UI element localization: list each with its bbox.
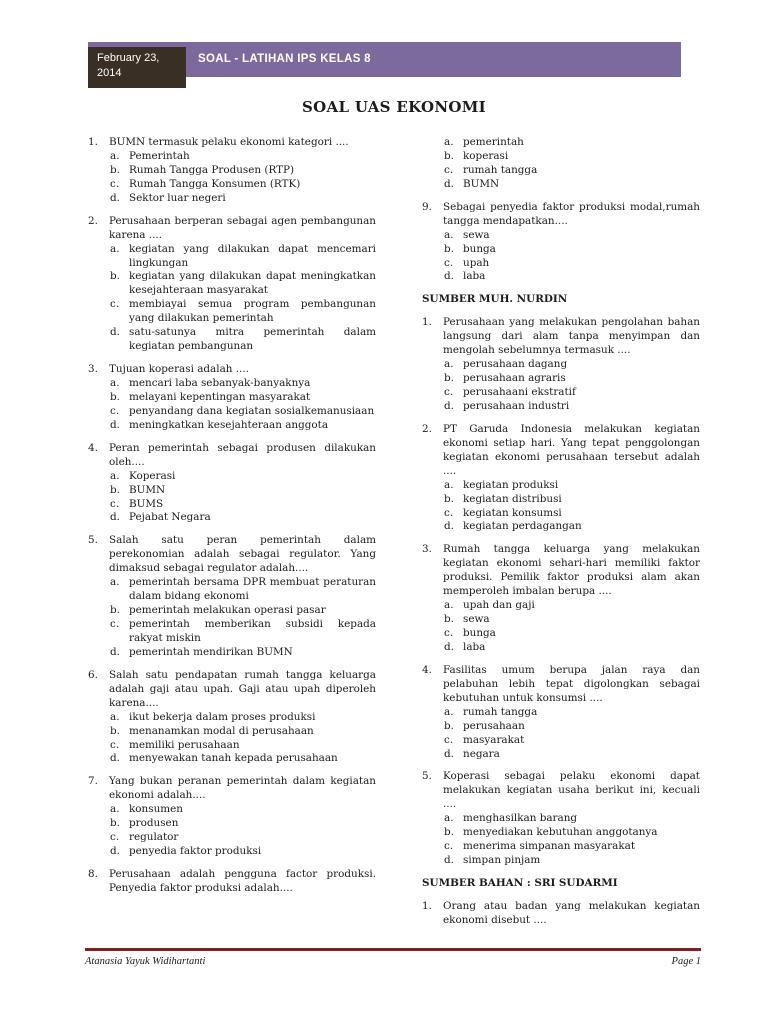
answer-option	[444, 706, 700, 720]
option-text: melayani kepentingan masyarakat	[129, 390, 311, 403]
question-number: 2.	[422, 422, 432, 435]
option-text: pemerintah mendirikan BUMN	[129, 645, 293, 658]
answer-option	[444, 372, 700, 386]
option-text: perusahaani ekstratif	[463, 386, 576, 398]
option-letter: a.	[110, 242, 120, 255]
option-letter: c.	[444, 163, 454, 176]
option-text: perusahaan agraris	[463, 372, 566, 385]
question-columns	[88, 136, 700, 937]
answer-option	[444, 748, 700, 762]
answer-option	[444, 854, 700, 868]
option-letter: d.	[110, 191, 120, 204]
header-bar-title: SOAL - LATIHAN IPS KELAS 8	[198, 52, 371, 65]
option-text: rumah tangga	[463, 705, 538, 718]
question-number: 4.	[88, 441, 98, 454]
left-column	[88, 136, 376, 937]
question-block	[88, 775, 376, 859]
option-letter: c.	[444, 506, 454, 519]
right-column	[422, 136, 700, 937]
option-letter: c.	[110, 618, 120, 630]
answer-option	[110, 298, 376, 326]
option-text: Pemerintah	[129, 149, 190, 162]
question-block	[422, 543, 700, 655]
question-line	[422, 664, 700, 706]
option-text: pemerintah melakukan operasi pasar	[129, 604, 326, 617]
answer-option	[110, 192, 376, 206]
answer-option	[110, 604, 376, 618]
option-letter: c.	[444, 627, 454, 639]
question-block	[422, 201, 700, 285]
question-block	[88, 136, 376, 206]
answer-option	[110, 498, 376, 512]
section-heading: SUMBER BAHAN : SRI SUDARMI	[422, 877, 618, 889]
question-line	[422, 423, 700, 479]
answer-option	[110, 243, 376, 271]
answer-option	[444, 400, 700, 414]
option-letter: b.	[110, 483, 120, 496]
question-number: 8.	[88, 868, 98, 880]
option-text: sewa	[463, 613, 490, 626]
option-text: konsumen	[129, 803, 183, 816]
option-letter: a.	[110, 576, 120, 589]
option-text: Pejabat Negara	[129, 511, 211, 524]
answer-option	[110, 270, 376, 298]
option-letter: b.	[110, 163, 120, 176]
option-letter: a.	[444, 136, 454, 148]
answer-option	[110, 711, 376, 725]
option-text: bunga	[463, 627, 496, 639]
question-line	[88, 868, 376, 896]
answer-option	[110, 576, 376, 604]
question-line	[88, 442, 376, 470]
option-letter: a.	[444, 599, 454, 612]
option-text: kegiatan perdagangan	[463, 520, 582, 533]
question-number: 6.	[88, 668, 98, 681]
question-text: BUMN termasuk pelaku ekonomi kategori ....	[109, 136, 349, 148]
answer-option	[110, 470, 376, 484]
question-block	[88, 215, 376, 354]
question-number: 1.	[88, 136, 98, 148]
option-text: rumah tangga	[463, 163, 538, 176]
answer-option	[444, 840, 700, 854]
question-block	[88, 442, 376, 526]
question-number: 5.	[88, 534, 98, 547]
question-block	[422, 900, 700, 928]
option-text: memiliki perusahaan	[129, 738, 240, 751]
option-text: kegiatan konsumsi	[463, 506, 562, 519]
option-letter: d.	[110, 326, 120, 339]
answer-option	[444, 243, 700, 257]
option-text: kegiatan produksi	[463, 478, 559, 491]
date-line-2: 2014	[97, 66, 122, 79]
option-text: menerima simpanan masyarakat	[463, 840, 635, 853]
option-text: BUMN	[463, 177, 500, 190]
answer-option	[444, 150, 700, 164]
answer-option	[444, 812, 700, 826]
answer-option	[444, 599, 700, 613]
answer-option	[444, 627, 700, 641]
question-number: 2.	[88, 214, 98, 227]
answer-option	[110, 831, 376, 845]
question-number: 7.	[88, 775, 98, 788]
answer-option	[110, 377, 376, 391]
option-letter: d.	[110, 511, 120, 524]
option-letter: a.	[110, 149, 120, 162]
answer-option	[444, 520, 700, 534]
question-block	[422, 316, 700, 414]
option-letter: d.	[444, 747, 454, 760]
option-letter: d.	[444, 270, 454, 283]
answer-option	[444, 613, 700, 627]
question-text: Tujuan koperasi adalah ....	[109, 363, 249, 376]
option-letter: b.	[444, 492, 454, 505]
option-letter: b.	[110, 390, 120, 403]
question-block	[88, 363, 376, 433]
question-line	[88, 534, 376, 576]
option-letter: c.	[444, 256, 454, 269]
answer-option	[444, 136, 700, 150]
option-letter: d.	[444, 854, 454, 867]
question-number: 5.	[422, 770, 432, 783]
option-letter: d.	[110, 418, 120, 431]
answer-option	[110, 484, 376, 498]
answer-option	[444, 270, 700, 284]
answer-option	[110, 391, 376, 405]
option-text: bunga	[463, 242, 496, 255]
option-letter: c.	[110, 177, 120, 190]
option-letter: a.	[110, 469, 120, 482]
option-text: mencari laba sebanyak-banyaknya	[129, 377, 311, 389]
answer-option	[110, 419, 376, 433]
document-footer	[85, 948, 701, 969]
answer-option	[110, 739, 376, 753]
answer-option	[110, 618, 376, 646]
option-text: ikut bekerja dalam proses produksi	[129, 710, 316, 723]
answer-option	[444, 826, 700, 840]
option-text: satu-satunya mitra pemerintah dalam kegiatan pembangunan	[129, 326, 376, 353]
option-letter: a.	[444, 478, 454, 491]
option-letter: d.	[110, 645, 120, 658]
question-number: 4.	[422, 663, 432, 676]
option-text: kegiatan distribusi	[463, 492, 562, 505]
option-text: produsen	[129, 817, 179, 830]
option-letter: d.	[444, 520, 454, 533]
option-text: Koperasi	[129, 469, 176, 482]
option-letter: a.	[444, 228, 454, 241]
question-number: 1.	[422, 316, 432, 329]
question-line	[88, 136, 376, 150]
option-text: kegiatan yang dilakukan dapat meningkatkan kesejahteraan masyarakat	[129, 270, 376, 297]
option-letter: a.	[444, 705, 454, 718]
question-line	[422, 900, 700, 928]
option-letter: c.	[110, 831, 120, 844]
option-text: menghasilkan barang	[463, 812, 578, 825]
answer-option	[444, 229, 700, 243]
question-number: 1.	[422, 899, 432, 912]
option-text: pemerintah memberikan subsidi kepada rakyat miskin	[129, 618, 376, 644]
option-text: BUMS	[129, 497, 164, 510]
option-letter: b.	[444, 242, 454, 255]
option-letter: b.	[444, 372, 454, 385]
answer-option	[110, 817, 376, 831]
option-text: pemerintah bersama DPR membuat peraturan dalam bidang ekonomi	[129, 576, 376, 603]
option-letter: b.	[444, 719, 454, 732]
option-text: penyandang dana kegiatan sosialkemanusiaan	[129, 404, 375, 417]
date-box	[88, 47, 186, 88]
question-text: Rumah tangga keluarga yang melakukan kegiatan ekonomi sehari-hari memiliki faktor produksi. Pemilik faktor produksi alam akan memperoleh imbalan berupa ....	[443, 543, 700, 598]
page-title: SOAL UAS EKONOMI	[302, 98, 486, 116]
option-letter: a.	[444, 812, 454, 825]
option-text: BUMN	[129, 483, 166, 496]
options-continuation	[422, 136, 700, 192]
option-letter: b.	[110, 817, 120, 830]
option-text: simpan pinjam	[463, 854, 541, 867]
answer-option	[444, 479, 700, 493]
question-block	[422, 423, 700, 535]
answer-option	[444, 386, 700, 400]
question-line	[88, 215, 376, 243]
option-text: laba	[463, 270, 486, 283]
question-block	[88, 534, 376, 659]
option-letter: b.	[110, 270, 120, 283]
question-line	[88, 775, 376, 803]
question-block	[422, 770, 700, 868]
option-letter: d.	[444, 640, 454, 653]
answer-option	[444, 164, 700, 178]
question-line	[422, 201, 700, 229]
option-letter: b.	[444, 826, 454, 839]
option-text: penyedia faktor produksi	[129, 845, 262, 858]
question-text: Peran pemerintah sebagai produsen dilakukan oleh....	[109, 441, 376, 468]
option-text: kegiatan yang dilakukan dapat mencemari lingkungan	[129, 242, 376, 269]
option-text: sewa	[463, 228, 490, 241]
answer-option	[110, 845, 376, 859]
option-text: negara	[463, 747, 500, 760]
option-letter: c.	[444, 386, 454, 398]
answer-option	[444, 507, 700, 521]
question-line	[422, 770, 700, 812]
option-letter: d.	[444, 399, 454, 412]
question-line	[88, 363, 376, 377]
option-letter: c.	[110, 497, 120, 510]
option-text: Rumah Tangga Konsumen (RTK)	[129, 177, 301, 190]
option-text: pemerintah	[463, 136, 524, 148]
question-number: 3.	[88, 363, 98, 376]
question-line	[422, 316, 700, 358]
option-text: menyediakan kebutuhan anggotanya	[463, 826, 658, 839]
option-text: membiayai semua program pembangunan yang dilakukan pemerintah	[129, 298, 376, 325]
option-text: Sektor luar negeri	[129, 191, 226, 204]
option-letter: d.	[110, 752, 120, 765]
question-text: Orang atau badan yang melakukan kegiatan ekonomi disebut ....	[443, 899, 700, 926]
answer-option	[110, 150, 376, 164]
answer-option	[444, 493, 700, 507]
answer-option	[110, 178, 376, 192]
option-letter: a.	[110, 803, 120, 816]
option-letter: c.	[110, 404, 120, 417]
option-text: perusahaan industri	[463, 399, 570, 412]
question-text: Perusahaan adalah pengguna factor produksi. Penyedia faktor produksi adalah....	[109, 868, 376, 894]
option-letter: b.	[444, 149, 454, 162]
answer-option	[444, 641, 700, 655]
option-letter: d.	[444, 177, 454, 190]
option-text: perusahaan	[463, 719, 525, 732]
option-text: masyarakat	[463, 733, 525, 746]
question-text: PT Garuda Indonesia melakukan kegiatan ekonomi setiap hari. Yang tepat penggolongan kegiatan ekonomi perusahaan tersebut adalah ....	[443, 422, 700, 477]
question-number: 9.	[422, 200, 432, 213]
option-letter: c.	[110, 738, 120, 751]
answer-option	[110, 803, 376, 817]
option-letter: b.	[110, 604, 120, 617]
answer-option	[110, 326, 376, 354]
option-letter: a.	[444, 358, 454, 371]
answer-option	[444, 358, 700, 372]
question-text: Salah satu pendapatan rumah tangga keluarga adalah gaji atau upah. Gaji atau upah diperoleh karena....	[109, 668, 376, 709]
option-text: laba	[463, 640, 486, 653]
question-line	[88, 669, 376, 711]
option-text: regulator	[129, 831, 179, 844]
option-text: Rumah Tangga Produsen (RTP)	[129, 163, 295, 176]
question-line	[422, 543, 700, 599]
question-block	[422, 664, 700, 762]
section-heading: SUMBER MUH. NURDIN	[422, 293, 568, 306]
question-text: Sebagai penyedia faktor produksi modal,rumah tangga mendapatkan....	[443, 200, 700, 227]
document-header	[88, 42, 681, 88]
footer-author: Atanasia Yayuk Widihartanti	[85, 956, 206, 967]
answer-option	[110, 511, 376, 525]
answer-option	[110, 725, 376, 739]
answer-option	[444, 257, 700, 271]
option-text: upah dan gaji	[463, 599, 535, 612]
answer-option	[110, 646, 376, 660]
option-letter: b.	[444, 613, 454, 626]
option-letter: a.	[110, 377, 120, 389]
option-text: meningkatkan kesejahteraan anggota	[129, 418, 329, 431]
question-block	[88, 669, 376, 767]
option-letter: d.	[110, 845, 120, 858]
question-text: Perusahaan yang melakukan pengolahan bahan langsung dari alam tanpa menyimpan dan mengolah sebelumnya termasuk ....	[443, 316, 700, 357]
option-text: koperasi	[463, 149, 509, 162]
option-text: upah	[463, 256, 490, 269]
option-text: perusahaan dagang	[463, 358, 568, 371]
option-letter: a.	[110, 710, 120, 723]
option-text: menyewakan tanah kepada perusahaan	[129, 752, 338, 765]
question-text: Fasilitas umum berupa jalan raya dan pelabuhan lebih tepat digolongkan sebagai kebutuhan untuk konsumsi ....	[443, 663, 700, 704]
date-line-1: February 23,	[97, 52, 160, 64]
option-text: menanamkan modal di perusahaan	[129, 724, 314, 737]
question-number: 3.	[422, 543, 432, 556]
answer-option	[110, 752, 376, 766]
question-text: Koperasi sebagai pelaku ekonomi dapat melakukan kegiatan usaha berikut ini, kecuali ....	[443, 770, 700, 811]
answer-option	[444, 178, 700, 192]
question-block	[88, 868, 376, 896]
answer-option	[110, 164, 376, 178]
footer-page-number: Page 1	[671, 956, 701, 967]
option-letter: c.	[110, 298, 120, 311]
option-letter: c.	[444, 733, 454, 746]
option-letter: c.	[444, 840, 454, 853]
question-text: Salah satu peran pemerintah dalam perekonomian adalah sebagai regulator. Yang dimaksud sebagai regulator adalah....	[109, 534, 376, 575]
question-text: Yang bukan peranan pemerintah dalam kegiatan ekonomi adalah....	[109, 775, 376, 802]
option-letter: b.	[110, 724, 120, 737]
answer-option	[444, 734, 700, 748]
answer-option	[110, 405, 376, 419]
answer-option	[444, 720, 700, 734]
question-text: Perusahaan berperan sebagai agen pembangunan karena ....	[109, 214, 376, 241]
